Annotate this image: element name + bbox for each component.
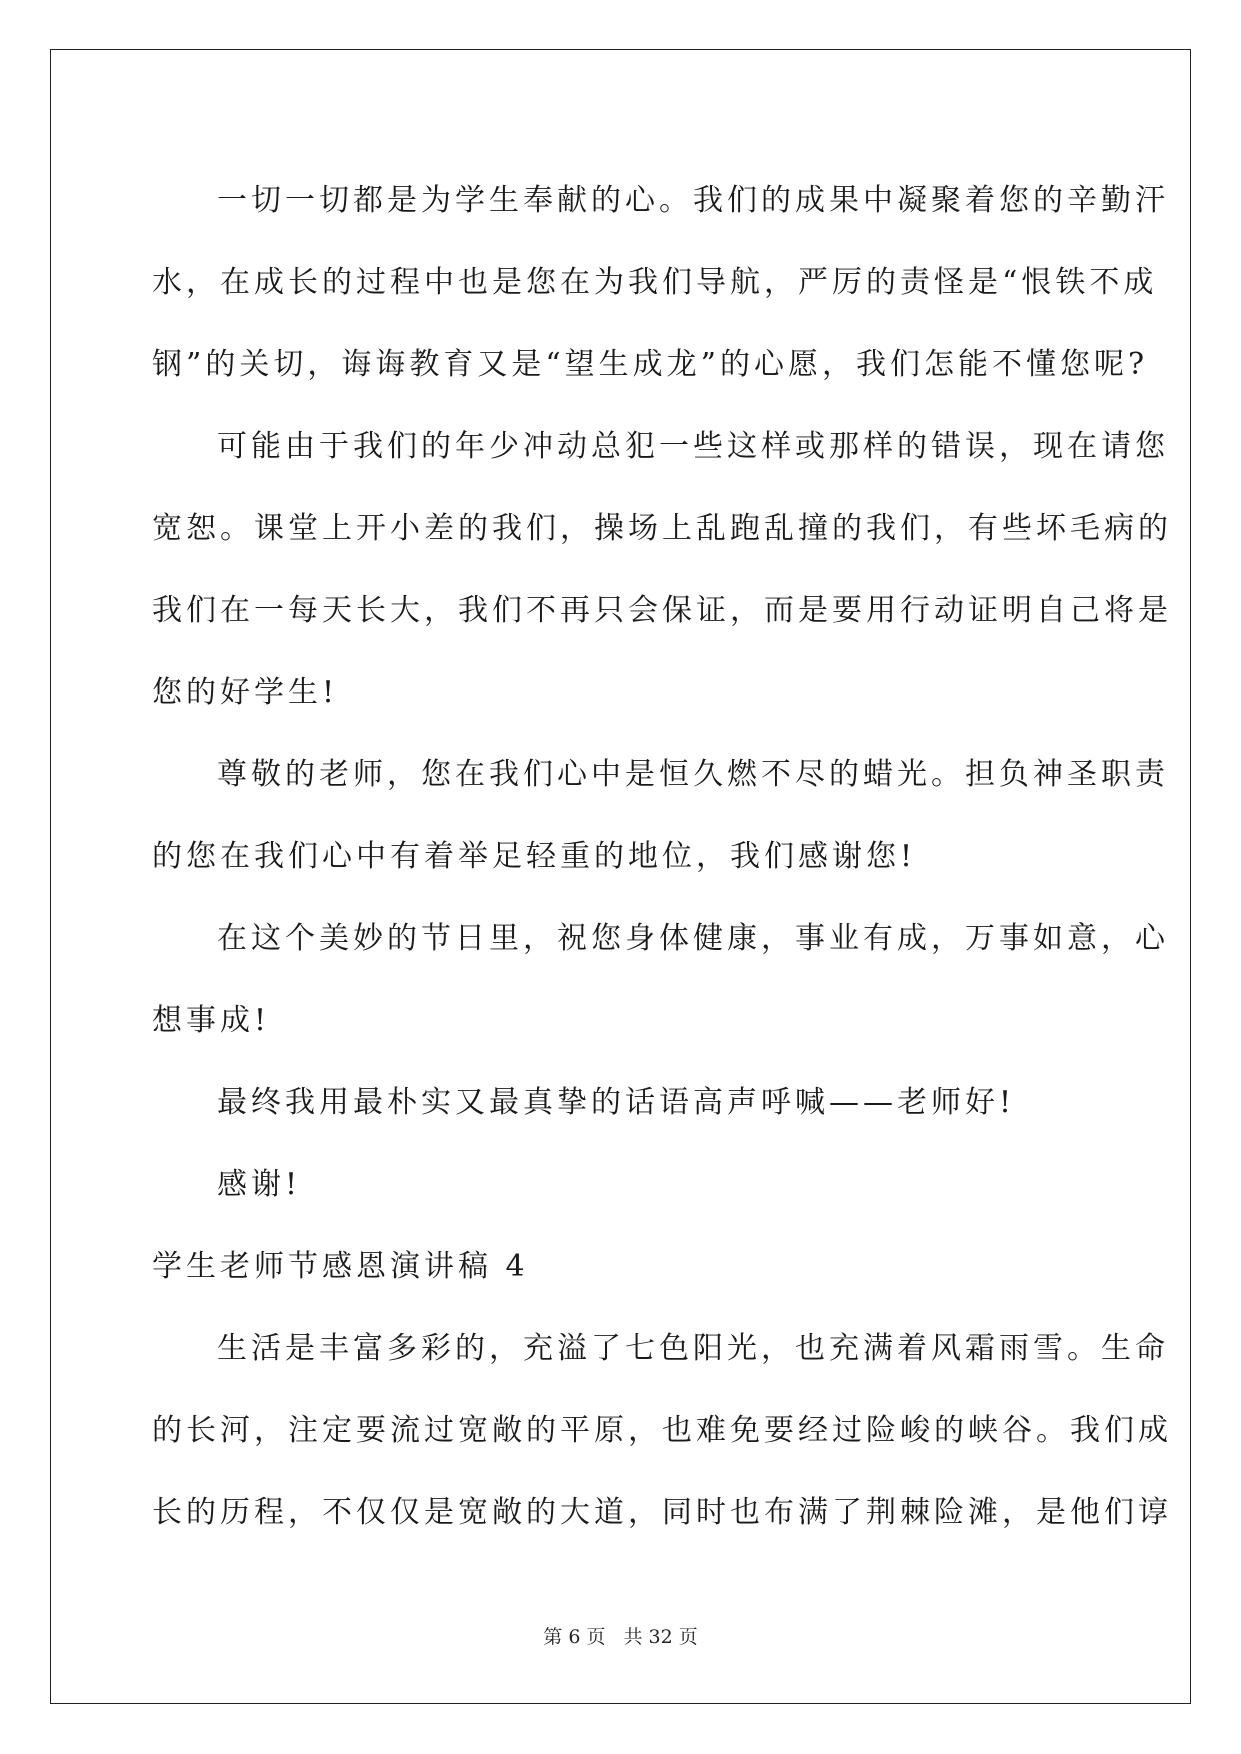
text-line-9: 的您在我们心中有着举足轻重的地位，我们感谢您!	[152, 839, 917, 874]
section-heading: 学生老师节感恩演讲稿 4	[152, 1249, 529, 1284]
text-line-15: 生活是丰富多彩的，充溢了七色阳光，也充满着风霜雨雪。生命	[217, 1331, 1169, 1366]
text-line-7: 您的好学生!	[152, 675, 339, 710]
text-line-5: 宽恕。课堂上开小差的我们，操场上乱跑乱撞的我们，有些坏毛病的	[152, 511, 1172, 546]
text-line-1: 一切一切都是为学生奉献的心。我们的成果中凝聚着您的辛勤汗	[217, 183, 1169, 218]
text-line-3: 钢”的关切，诲诲教育又是“望生成龙”的心愿，我们怎能不懂您呢?	[152, 347, 1149, 382]
document-body	[152, 160, 1172, 1554]
text-line-4: 可能由于我们的年少冲动总犯一些这样或那样的错误，现在请您	[217, 429, 1169, 464]
text-line-6: 我们在一每天长大，我们不再只会保证，而是要用行动证明自己将是	[152, 593, 1172, 628]
text-line-16: 的长河，注定要流过宽敞的平原，也难免要经过险峻的峡谷。我们成	[152, 1413, 1172, 1448]
page-number: 第 6 页	[543, 1626, 606, 1648]
text-line-13: 感谢!	[217, 1167, 302, 1202]
text-line-2: 水，在成长的过程中也是您在为我们导航，严厉的责怪是“恨铁不成	[152, 265, 1158, 300]
text-line-8: 尊敬的老师，您在我们心中是恒久燃不尽的蜡光。担负神圣职责	[217, 757, 1169, 792]
text-line-10: 在这个美妙的节日里，祝您身体健康，事业有成，万事如意，心	[217, 921, 1169, 956]
text-line-12: 最终我用最朴实又最真挚的话语高声呼喊——老师好!	[217, 1085, 1016, 1120]
page-footer	[0, 1622, 1241, 1649]
text-line-11: 想事成!	[152, 1003, 271, 1038]
page-total: 共 32 页	[623, 1626, 698, 1648]
text-line-17: 长的历程，不仅仅是宽敞的大道，同时也布满了荆棘险滩，是他们谆	[152, 1495, 1172, 1530]
